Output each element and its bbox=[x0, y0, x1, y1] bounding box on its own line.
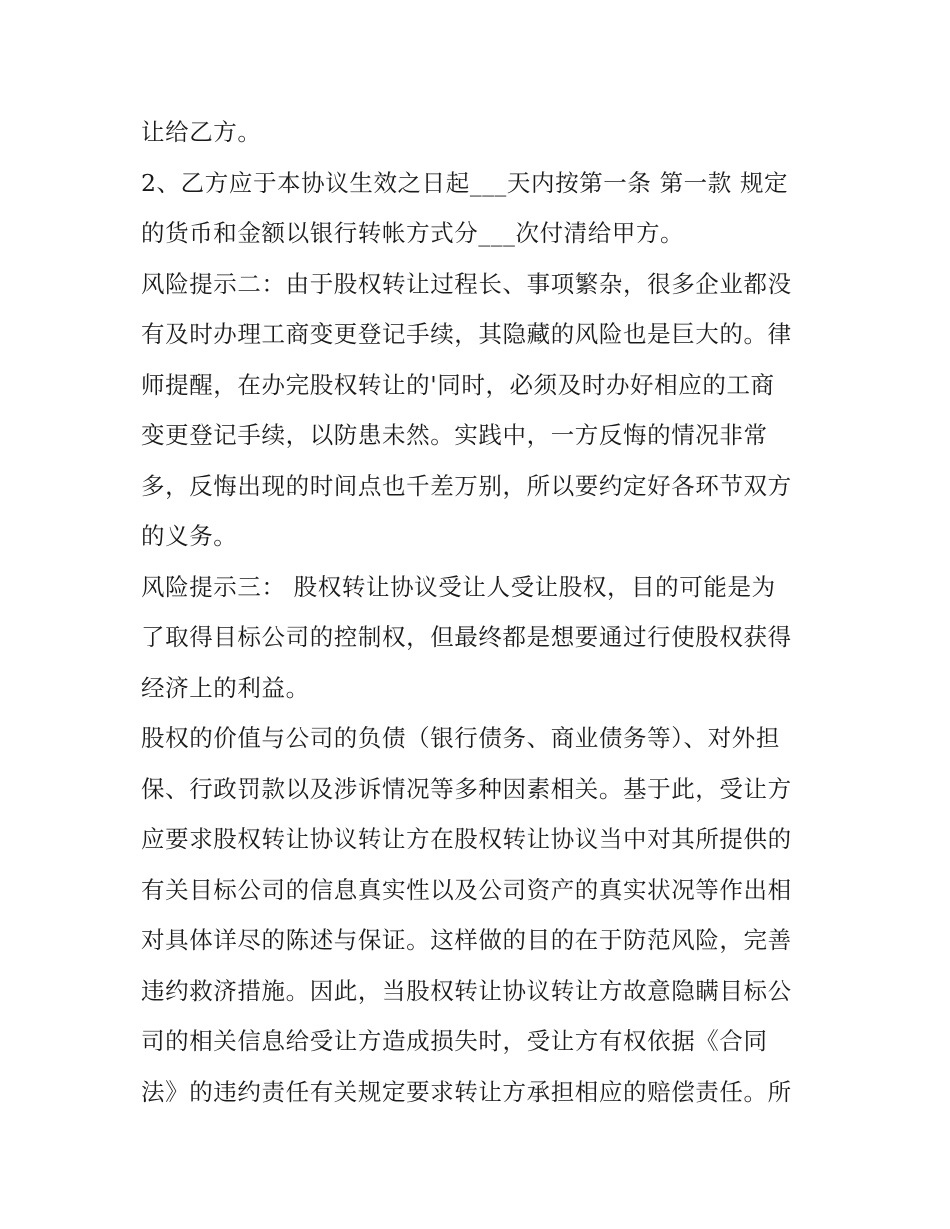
text-line: 变更登记手续，以防患未然。实践中，一方反悔的情况非常 bbox=[141, 421, 768, 449]
text-line: 经济上的利益。 bbox=[141, 673, 310, 702]
text-line: 师提醒，在办完股权转让的'同时，必须及时办好相应的工商 bbox=[141, 370, 775, 399]
text-line: 2、乙方应于本协议生效之日起___天内按第一条 第一款 规定 bbox=[141, 168, 789, 197]
text-line: 的义务。 bbox=[141, 522, 238, 550]
text-line: 保、行政罚款以及涉诉情况等多种因素相关。基于此，受让方 bbox=[141, 774, 792, 803]
text-line: 司的相关信息给受让方造成损失时，受让方有权依据《合同 bbox=[141, 1027, 768, 1055]
text-line: 应要求股权转让协议转让方在股权转让协议当中对其所提供的 bbox=[141, 825, 792, 853]
text-line: 违约救济措施。因此，当股权转让协议转让方故意隐瞒目标公 bbox=[141, 976, 792, 1005]
text-line: 有及时办理工商变更登记手续，其隐藏的风险也是巨大的。律 bbox=[141, 320, 792, 348]
text-line: 多，反悔出现的时间点也千差万别，所以要约定好各环节双方 bbox=[141, 471, 792, 500]
text-line: 风险提示三： 股权转让协议受让人受让股权，目的可能是为 bbox=[141, 572, 776, 601]
text-line: 的货币和金额以银行转帐方式分___次付清给甲方。 bbox=[141, 219, 685, 247]
text-line: 股权的价值与公司的负债（银行债务、商业债务等）、对外担 bbox=[141, 724, 780, 752]
text-line: 风险提示二：由于股权转让过程长、事项繁杂，很多企业都没 bbox=[141, 269, 792, 298]
text-line: 法》的违约责任有关规定要求转让方承担相应的赔偿责任。所 bbox=[141, 1077, 792, 1106]
text-line: 有关目标公司的信息真实性以及公司资产的真实状况等作出相 bbox=[141, 875, 792, 904]
text-line: 了取得目标公司的控制权，但最终都是想要通过行使股权获得 bbox=[141, 623, 792, 651]
document-body bbox=[141, 107, 821, 1117]
text-line: 让给乙方。 bbox=[141, 118, 262, 146]
text-line: 对具体详尽的陈述与保证。这样做的目的在于防范风险，完善 bbox=[141, 926, 792, 954]
